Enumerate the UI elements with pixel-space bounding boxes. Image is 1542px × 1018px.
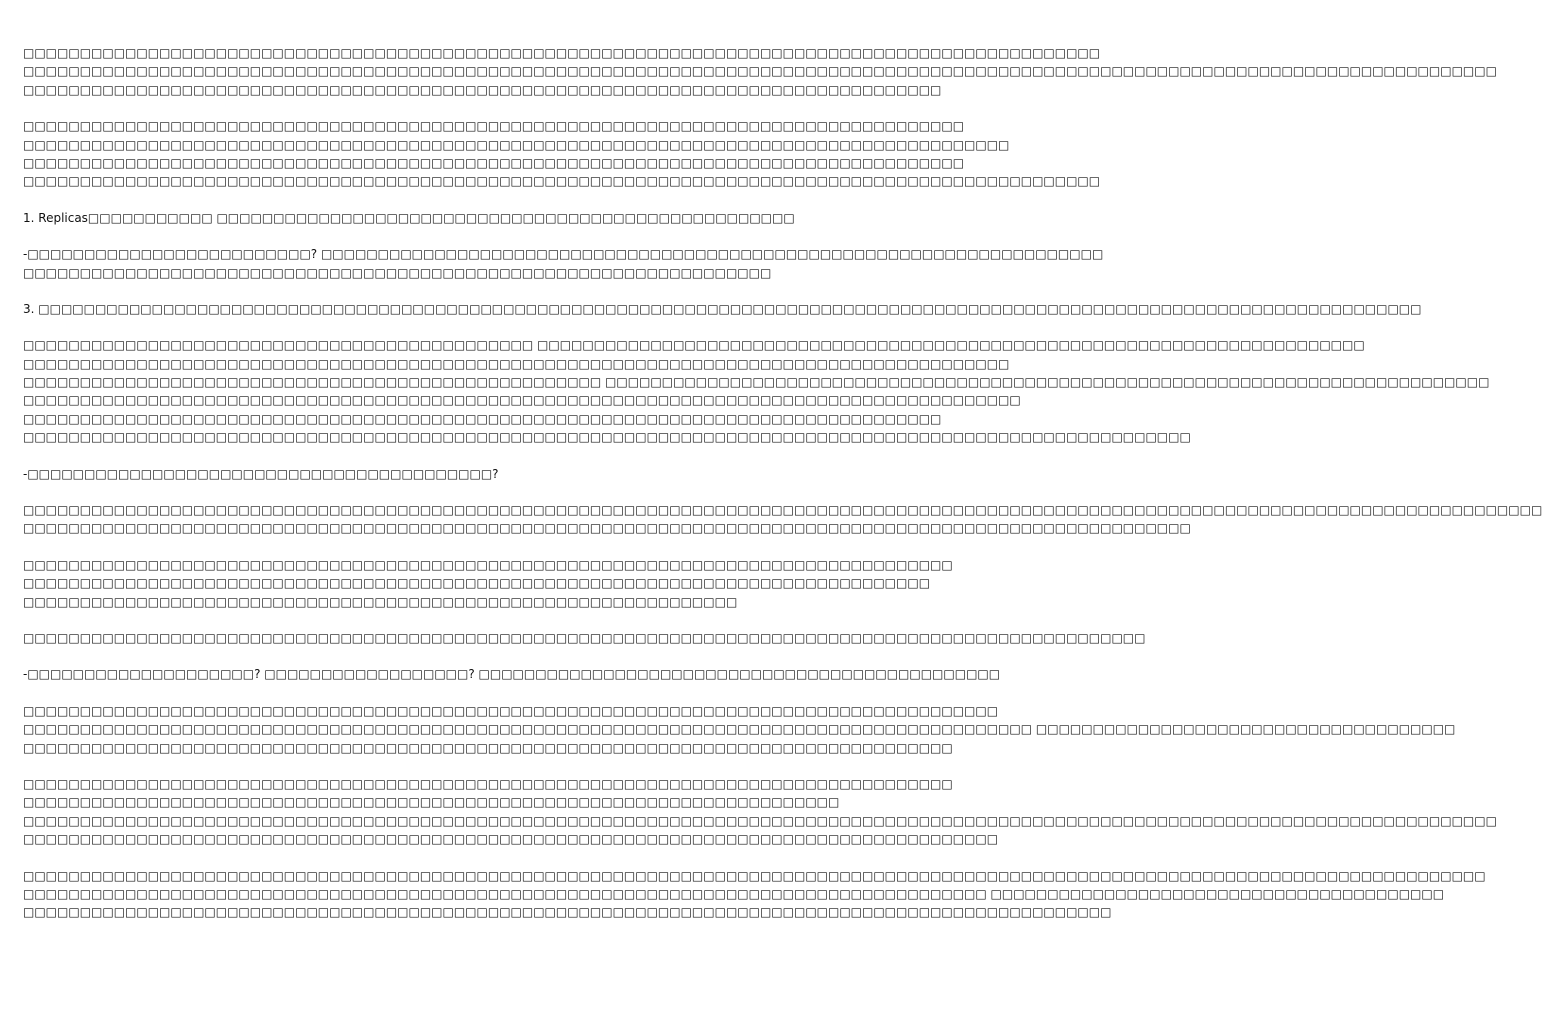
paragraph: [23, 775, 1497, 849]
text-line: □□□□□□□□□□□□□□□□□□□□□□□□□□□□□□□□□□□□□□□□□□□□□□□□□□□□□□□□□□□□□□□: [23, 594, 738, 609]
text-line: □□□□□□□□□□□□□□□□□□□□□□□□□□□□□□□□□□□□□□□□□□□□□□□□□□□□□□□□□□□□□□□□□□□□□□□□□□□□□□□□□□□□□□□□□□□□□□□□□□□: [23, 630, 1146, 645]
paragraph: [23, 501, 1542, 538]
text-line: □□□□□□□□□□□□□□□□□□□□□□□□□□□□□□□□□□□□□□□□□□□□□□□□□□□□□□□□□□□□□□□□□□□□□□□□□□□□□□□□□□: [23, 740, 953, 755]
text-line: □□□□□□□□□□□□□□□□□□□□□□□□□□□□□□□□□□□□□□□□□□□□□□□□□□□□□□□□□□□□□□□□□□□□□□□□□□□□□□□□□□□□□□□: [23, 137, 1010, 152]
text-line: □□□□□□□□□□□□□□□□□□□□□□□□□□□□□□□□□□□□□□□□□□□□□□□□□□□□□□□□□□□□□□□□□□: [23, 265, 772, 280]
text-line: □□□□□□□□□□□□□□□□□□□□□□□□□□□□□□□□□□□□□□□□□□□□□□□□□□□□□□□□□□□□□□□□□□□□□□□□□□□□□□□□□□□□□□□□□ □□□□□□□□□□□□□□□□□□□□□□□□□□□□□□□□□□□□□: [23, 722, 1456, 737]
text-line: 3. □□□□□□□□□□□□□□□□□□□□□□□□□□□□□□□□□□□□□□□□□□□□□□□□□□□□□□□□□□□□□□□□□□□□□□□□□□□□□□□□□□□□□□□□□□□□□□□□□□□□□□□□□□□□□□□□□□□□□□□□□□: [23, 301, 1422, 316]
text-line: □□□□□□□□□□□□□□□□□□□□□□□□□□□□□□□□□□□□□□□□□□□□□ □□□□□□□□□□□□□□□□□□□□□□□□□□□□□□□□□□□□□□□□□□□□□□□□□□□□□□□□□□□□□□□□□□□□□□□□□: [23, 338, 1365, 353]
paragraph: [23, 702, 1456, 757]
text-line: □□□□□□□□□□□□□□□□□□□□□□□□□□□□□□□□□□□□□□□□□□□□□□□□□□□□□□□□□□□□□□□□□□□□□□□□□□□□□□□□□□□□□□□□□□□□□□□□□□□□□□□□□□□□□□□□□□□□□□□□□□□□□□□□□: [23, 868, 1486, 883]
paragraph: [23, 117, 1101, 191]
paragraph: [23, 465, 703, 483]
text-line: □□□□□□□□□□□□□□□□□□□□□□□□□□□□□□□□□□□□□□□□□□□□□□□□□□□□□□□□□□□□□□□□□□□□□□□□□□□□□□□□□□□□□ □□□□□□□□□□□□□□□□□□□□□□□□□□□□□□□□□□□□□□□□: [23, 886, 1445, 901]
text-line: □□□□□□□□□□□□□□□□□□□□□□□□□□□□□□□□□□□□□□□□□□□□□□□□□□□□□□□□□□□□□□□□□□□□□□□□□□□□□□□□□□: [23, 776, 953, 791]
paragraph: [23, 300, 1422, 318]
paragraph: [23, 245, 1104, 282]
paragraph: [23, 336, 1490, 446]
text-line: □□□□□□□□□□□□□□□□□□□□□□□□□□□□□□□□□□□□□□□□□□□□□□□□□□□□□□□□□□□□□□□□□□□□□□□□□□□□□□□□□□□□□□: [23, 832, 999, 847]
text-line: □□□□□□□□□□□□□□□□□□□□□□□□□□□□□□□□□□□□□□□□□□□□□□□□□□□□□□□□□□□□□□□□□□□□□□□□□□□□□□□□□□□□□□□□□□□□□□□□□□□□□□□: [23, 521, 1191, 536]
text-line: □□□□□□□□□□□□□□□□□□□□□□□□□□□□□□□□□□□□□□□□□□□□□□□□□□□□□□□□□□□□□□□□□□□□□□□□□□□□□□□□□□□□□□□□: [23, 393, 1021, 408]
text-line: -□□□□□□□□□□□□□□□□□□□□□□□□□□□□□□□□□□□□□□□□□?: [23, 466, 499, 481]
text-line: □□□□□□□□□□□□□□□□□□□□□□□□□□□□□□□□□□□□□□□□□□□□□□□□□□□□□□□□□□□□□□□□□□□□□□□□□□□□□□□□□□□□□□□□□□□□□□□□: [23, 905, 1112, 920]
paragraph: [23, 209, 795, 227]
text-line: □□□□□□□□□□□□□□□□□□□□□□□□□□□□□□□□□□□□□□□□□□□□□□□□□□□□□□□□□□□□□□□□□□□□□□□□□□□□□□□□□□□□□□: [23, 703, 999, 718]
text-line: □□□□□□□□□□□□□□□□□□□□□□□□□□□□□□□□□□□□□□□□□□□□□□□□□□□□□□□□□□□□□□□□□□□□□□□□□□□□□□□□□□□: [23, 119, 965, 134]
paragraph: [23, 44, 1497, 99]
text-line: □□□□□□□□□□□□□□□□□□□□□□□□□□□□□□□□□□□□□□□□□□□□□□□□□□□□□□□□□□□□□□□□□□□□□□□□□□□□□□□□□: [23, 82, 942, 97]
text-line: 1. Replicas□□□□□□□□□□□ □□□□□□□□□□□□□□□□□□□□□□□□□□□□□□□□□□□□□□□□□□□□□□□□□□□: [23, 210, 795, 225]
paragraph: [23, 629, 1146, 647]
text-line: □□□□□□□□□□□□□□□□□□□□□□□□□□□□□□□□□□□□□□□□□□□□□□□□□□□□□□□□□□□□□□□□□□□□□□□□□□□□□□□□□□□□□□□□□□□□□□□□□□□□□□□□□□□□□□□□□□□□□□□□□□□□□□□□□□: [23, 64, 1497, 79]
text-line: -□□□□□□□□□□□□□□□□□□□□□□□□□? □□□□□□□□□□□□□□□□□□□□□□□□□□□□□□□□□□□□□□□□□□□□□□□□□□□□□□□□□□□□□□□□□□□□□: [23, 247, 1104, 262]
paragraph: [23, 867, 1486, 922]
text-line: □□□□□□□□□□□□□□□□□□□□□□□□□□□□□□□□□□□□□□□□□□□□□□□□□□□□□□□□□□□□□□□□□□□□□□□□□□□□□□□□□□: [23, 557, 953, 572]
text-line: □□□□□□□□□□□□□□□□□□□□□□□□□□□□□□□□□□□□□□□□□□□□□□□□□□□□□□□□□□□□□□□□□□□□□□□□□□□□□□□□□□□□□□□□□□□□□□□: [23, 46, 1101, 60]
text-line: □□□□□□□□□□□□□□□□□□□□□□□□□□□□□□□□□□□□□□□□□□□□□□□□□□□□□□□□□□□□□□□□□□□□□□□□□□□□□□□□□□□□□□□: [23, 356, 1010, 371]
text-line: □□□□□□□□□□□□□□□□□□□□□□□□□□□□□□□□□□□□□□□□□□□□□□□□□□□□□□□□□□□□□□□□□□□□□□□□: [23, 795, 840, 810]
paragraph: [23, 665, 1001, 683]
text-line: □□□□□□□□□□□□□□□□□□□□□□□□□□□□□□□□□□□□□□□□□□□□□□□□□□□□□□□□□□□□□□□□□□□□□□□□□□□□□□□□: [23, 576, 931, 591]
text-line: □□□□□□□□□□□□□□□□□□□□□□□□□□□□□□□□□□□□□□□□□□□□□□□□□□□□□□□□□□□□□□□□□□□□□□□□□□□□□□□□□□□□□□□□□□□□□□□□□□□□□□□□□□□□□□□□□□□□□□□□□□□□□□□□□□: [23, 813, 1497, 828]
text-line: □□□□□□□□□□□□□□□□□□□□□□□□□□□□□□□□□□□□□□□□□□□□□□□□□□□□□□□□□□□□□□□□□□□□□□□□□□□□□□□□□: [23, 411, 942, 426]
text-line: □□□□□□□□□□□□□□□□□□□□□□□□□□□□□□□□□□□□□□□□□□□□□□□□□□□ □□□□□□□□□□□□□□□□□□□□□□□□□□□□□□□□□□□□□□□□□□□□□□□□□□□□□□□□□□□□□□□□□□□□□□□□□□□□□□: [23, 375, 1490, 390]
text-line: □□□□□□□□□□□□□□□□□□□□□□□□□□□□□□□□□□□□□□□□□□□□□□□□□□□□□□□□□□□□□□□□□□□□□□□□□□□□□□□□□□□□□□□□□□□□□□□: [23, 174, 1101, 189]
text-line: □□□□□□□□□□□□□□□□□□□□□□□□□□□□□□□□□□□□□□□□□□□□□□□□□□□□□□□□□□□□□□□□□□□□□□□□□□□□□□□□□□□□□□□□□□□□□□□□□□□□□□□□□□□□□□□□□□□□□□□□□□□□□□□□□□□□□□: [23, 503, 1542, 518]
document-body: [23, 44, 1542, 940]
text-line: □□□□□□□□□□□□□□□□□□□□□□□□□□□□□□□□□□□□□□□□□□□□□□□□□□□□□□□□□□□□□□□□□□□□□□□□□□□□□□□□□□□□□□□□□□□□□□□□□□□□□□□: [23, 430, 1191, 445]
text-line: □□□□□□□□□□□□□□□□□□□□□□□□□□□□□□□□□□□□□□□□□□□□□□□□□□□□□□□□□□□□□□□□□□□□□□□□□□□□□□□□□□□: [23, 155, 965, 170]
text-line: -□□□□□□□□□□□□□□□□□□□□? □□□□□□□□□□□□□□□□□□? □□□□□□□□□□□□□□□□□□□□□□□□□□□□□□□□□□□□□□□□□□□□□□: [23, 667, 1001, 682]
paragraph: [23, 556, 953, 611]
